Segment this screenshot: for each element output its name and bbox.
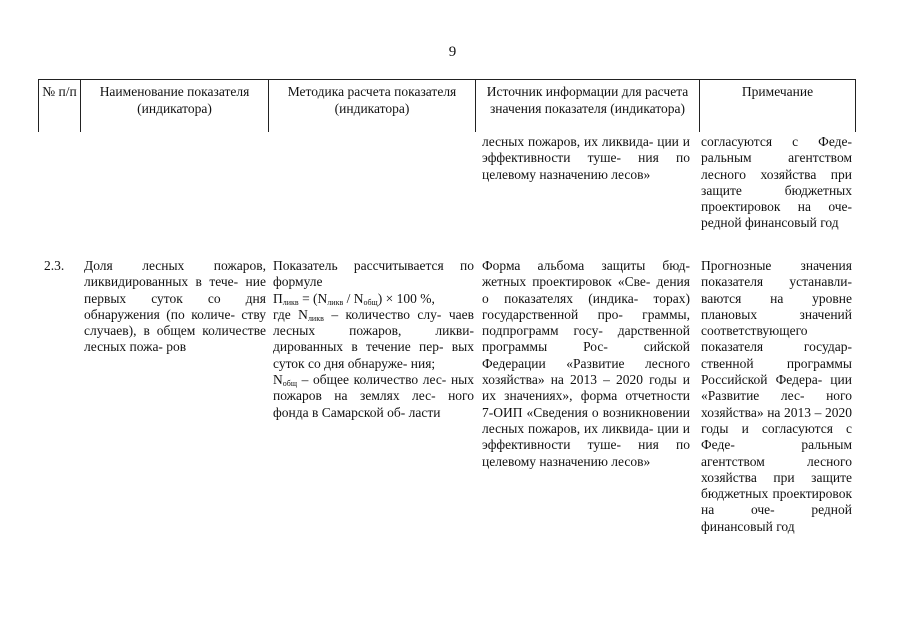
calculation-method [273, 258, 474, 421]
continued-source-text: лесных пожаров, их ликвида- ции и эффективности туше- ния по целевому назначению лесов» [482, 134, 690, 182]
continued-note-text: согласуются с Феде- ральным агентством лесного хозяйства при защите бюджетных проектировок на оче- редной финансовый год [701, 134, 852, 231]
indicator-name: Доля лесных пожаров, ликвидированных в тече- ние первых суток со дня обнаружения (по количе- ству случаев), в общем количестве лесных пожа- ров [84, 258, 266, 355]
row-number: 2.3. [44, 258, 65, 273]
header-number: № п/п [38, 79, 80, 132]
header-information-source: Источник информации для расчета значения показателя (индикатора) [475, 79, 699, 132]
method-intro: Показатель рассчитывается по формуле [273, 258, 474, 290]
definition-total: $N_{общ}$ – общее количество лес- ных пожаров на землях лес- ного фонда в Самарской об- ласти [273, 372, 474, 420]
formula: $П_{ликв} = (N_{ликв} / N_{общ}) \times 100$ %, [273, 290, 435, 307]
note: Прогнозные значения показателя устанавли- ваются на уровне плановых значений соответствующего показателя государ- ственной программы Российской Федера- ции «Развитие лес- ного хозяйства» на 2013 – 2020 годы и согласуются с Феде- ральным агентством лесного хозяйства при защите бюджетных проектировок на оче- редной финансовый год [701, 258, 852, 534]
header-indicator-name: Наименование показателя (индикатора) [80, 79, 268, 132]
header-note: Примечание [699, 79, 856, 132]
information-source: Форма альбома защиты бюд- жетных проектировок «Све- дения о показателях (индика- торах) государственной про- граммы, подпрограмм госу- дарственной программы Рос- сийской Федерации «Развитие лесного хозяйства» на 2013 – 2020 годы и их значениях», форма отчетности 7-ОИП «Сведения о возникновении лесных пожаров, их ликвида- ции и эффективности туше- ния по целевому назначению лесов» [482, 258, 690, 469]
header-calculation-method: Методика расчета показателя (индикатора) [268, 79, 475, 132]
definition-liquidated: где $N_{ликв}$ – количество слу- чаев лесных пожаров, ликви- дированных в течение пер- вых суток со дня обнаруже- ния; [273, 306, 474, 371]
page-number: 9 [448, 44, 457, 60]
